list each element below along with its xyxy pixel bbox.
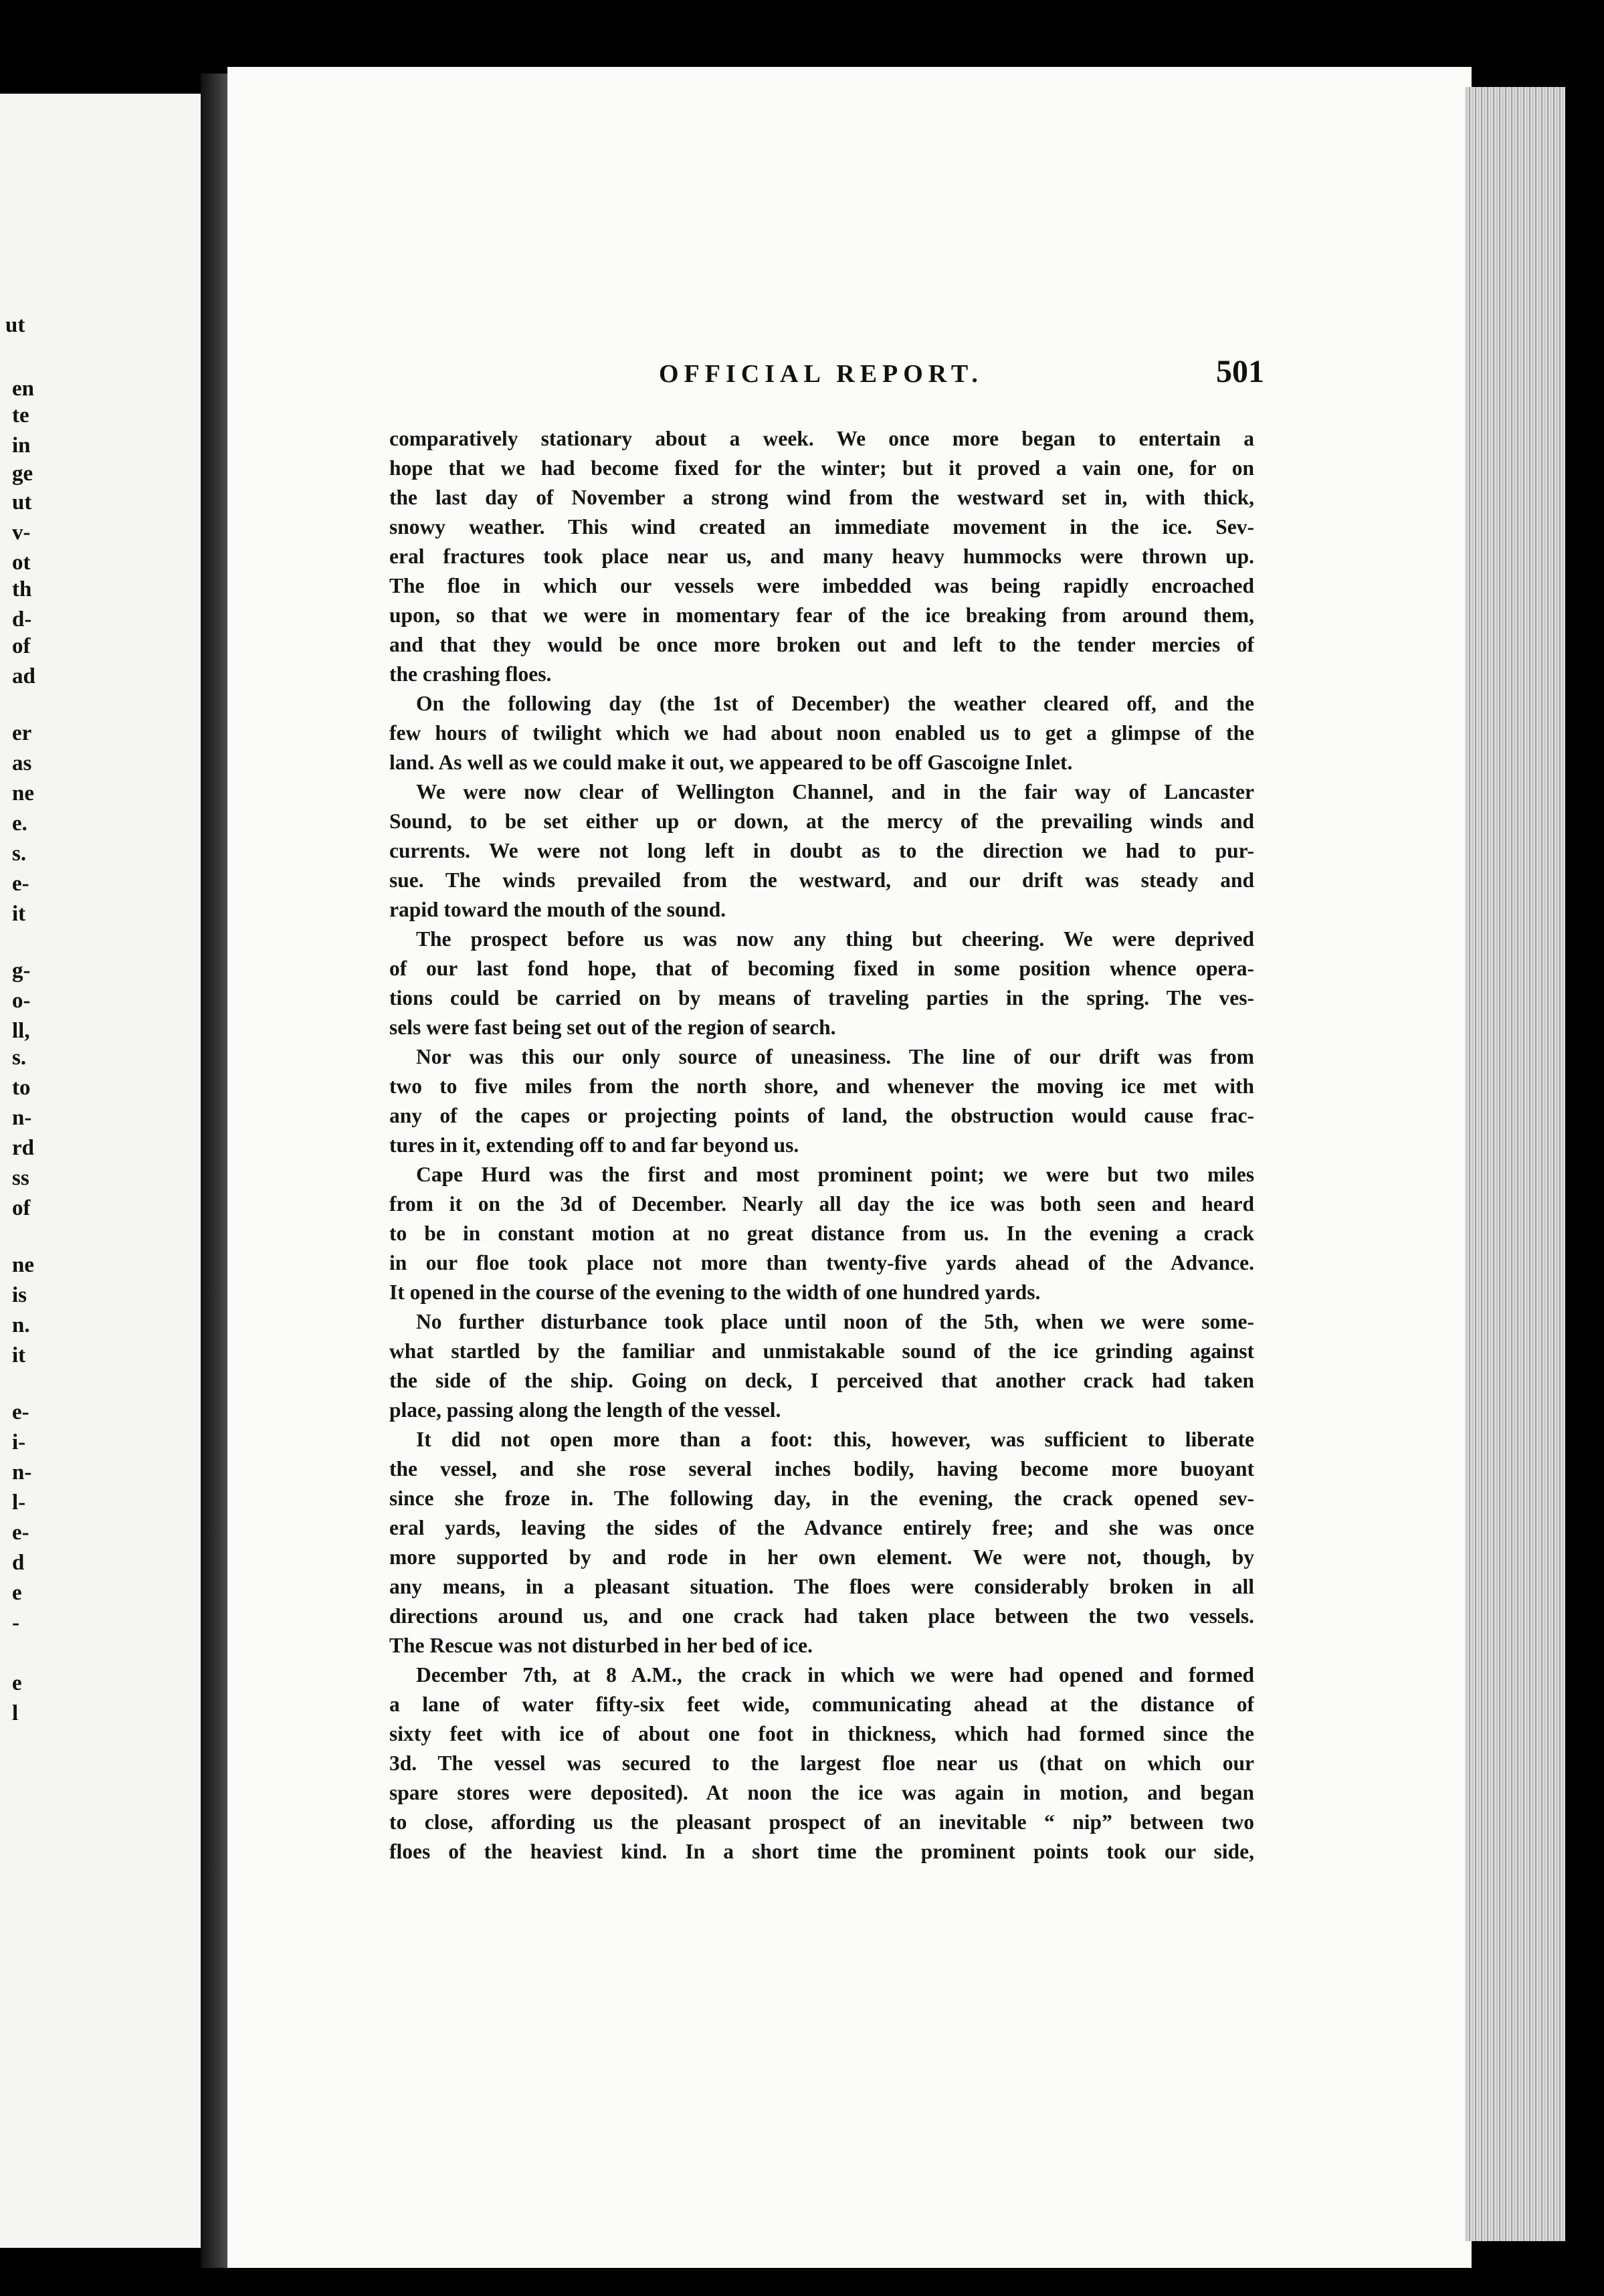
text-line: upon, so that we were in momentary fear of the ice breaking from around them, [389,603,1254,627]
facing-page-fragment: ne [12,781,34,805]
facing-page-fragment: v- [12,520,31,545]
page-edges [1465,87,1565,2241]
facing-page-fragment: ot [12,551,31,575]
facing-page-fragment: en [12,377,34,401]
facing-page-fragment: n- [12,1460,32,1485]
facing-page-fragment: d [12,1551,25,1575]
paragraph [389,1660,1254,1867]
facing-page-fragment: i- [12,1430,26,1454]
facing-page-fragment: ne [12,1253,34,1277]
book-gutter [201,74,231,2268]
text-line: few hours of twilight which we had about noon enabled us to get a glimpse of the [389,721,1254,745]
facing-page-fragment: ut [12,490,32,514]
paragraph [389,925,1254,1042]
text-line: It opened in the course of the evening to the width of one hundred yards. [389,1280,1041,1304]
text-line: On the following day (the 1st of December) the weather cleared off, and the [416,692,1254,715]
facing-page-edge [0,94,201,2248]
text-line: tures in it, extending off to and far beyond us. [389,1133,799,1157]
paragraph [389,1307,1254,1425]
text-line: It did not open more than a foot: this, however, was sufficient to liberate [416,1428,1254,1451]
facing-page-fragment: e. [12,811,27,836]
body-text [389,424,1254,2090]
paragraph [389,1042,1254,1160]
text-line: more supported by and rode in her own element. We were not, though, by [389,1545,1254,1569]
facing-page-fragment: n. [12,1313,30,1337]
text-line: of our last fond hope, that of becoming fixed in some position whence opera- [389,957,1254,980]
text-line: the last day of November a strong wind from the westward set in, with thick, [389,486,1254,509]
text-line: hope that we had become fixed for the winter; but it proved a vain one, for on [389,456,1254,480]
text-line: The Rescue was not disturbed in her bed of ice. [389,1634,813,1657]
text-line: Cape Hurd was the first and most prominent point; we were but two miles [416,1163,1254,1186]
facing-page-fragment: l- [12,1491,26,1515]
facing-page-fragment: g- [12,959,31,983]
paragraph [389,777,1254,925]
facing-page-fragment: n- [12,1106,32,1130]
text-line: what startled by the familiar and unmistakable sound of the ice grinding against [389,1339,1254,1363]
facing-page-fragment: it [12,902,26,926]
facing-page-fragment: ut [5,313,25,337]
text-line: the vessel, and she rose several inches bodily, having become more buoyant [389,1457,1254,1480]
facing-page-fragment: as [12,751,32,775]
text-line: directions around us, and one crack had taken place between the two vessels. [389,1604,1254,1628]
facing-page-fragment: in [12,434,31,458]
text-line: sixty feet with ice of about one foot in thickness, which had formed since the [389,1722,1254,1745]
text-line: any means, in a pleasant situation. The floes were considerably broken in all [389,1575,1254,1598]
facing-page-fragment: is [12,1283,27,1307]
facing-page-fragment: e- [12,1400,29,1424]
text-line: the side of the ship. Going on deck, I perceived that another crack had taken [389,1369,1254,1392]
paragraph [389,424,1254,689]
text-line: in our floe took place not more than twenty-five yards ahead of the Advance. [389,1251,1254,1274]
text-line: eral fractures took place near us, and many heavy hummocks were thrown up. [389,545,1254,568]
facing-page-fragment: l [12,1701,19,1725]
text-line: and that they would be once more broken out and left to the tender mercies of [389,633,1254,656]
text-line: place, passing along the length of the vessel. [389,1398,781,1422]
text-line: from it on the 3d of December. Nearly all day the ice was both seen and heard [389,1192,1254,1216]
facing-page-fragment: e [12,1581,22,1605]
facing-page-fragment: rd [12,1136,34,1160]
text-line: any of the capes or projecting points of land, the obstruction would cause frac- [389,1104,1254,1127]
facing-page-fragment: of [12,634,31,658]
text-line: land. As well as we could make it out, we appeared to be off Gascoigne Inlet. [389,751,1073,774]
text-line: a lane of water fifty-six feet wide, communicating ahead at the distance of [389,1693,1254,1716]
facing-page-fragment: te [12,403,29,427]
paragraph [389,1160,1254,1307]
text-line: sels were fast being set out of the region of search. [389,1016,836,1039]
facing-page-fragment: ss [12,1166,29,1190]
text-line: two to five miles from the north shore, and whenever the moving ice met with [389,1074,1254,1098]
text-line: eral yards, leaving the sides of the Advance entirely free; and she was once [389,1516,1254,1539]
text-line: 3d. The vessel was secured to the largest floe near us (that on which our [389,1751,1254,1775]
text-line: The prospect before us was now any thing but cheering. We were deprived [416,927,1254,951]
text-line: The floe in which our vessels were imbedded was being rapidly encroached [389,574,1254,597]
facing-page-fragment: s. [12,842,27,866]
text-line: snowy weather. This wind created an immediate movement in the ice. Sev- [389,515,1254,539]
text-line: comparatively stationary about a week. We once more began to entertain a [389,427,1254,450]
text-line: No further disturbance took place until noon of the 5th, when we were some- [416,1310,1254,1333]
text-line: rapid toward the mouth of the sound. [389,898,726,921]
facing-page-fragment: to [12,1076,31,1100]
facing-page-fragment: o- [12,989,31,1013]
facing-page-fragment: ll, [12,1019,30,1043]
text-line: tions could be carried on by means of traveling parties in the spring. The ves- [389,986,1254,1010]
facing-page-fragment: e [12,1671,22,1695]
facing-page-fragment: ge [12,462,33,486]
text-line: Sound, to be set either up or down, at the mercy of the prevailing winds and [389,809,1254,833]
facing-page-fragment: - [12,1611,19,1635]
text-line: We were now clear of Wellington Channel, and in the fair way of Lancaster [416,780,1254,803]
paragraph [389,1425,1254,1660]
text-line: currents. We were not long left in doubt as to the direction we had to pur- [389,839,1254,862]
text-line: spare stores were deposited). At noon the ice was again in motion, and began [389,1781,1254,1804]
facing-page-fragment: d- [12,607,32,632]
text-line: to be in constant motion at no great distance from us. In the evening a crack [389,1222,1254,1245]
facing-page-fragment: of [12,1196,31,1220]
facing-page-fragment: e- [12,872,29,896]
text-line: sue. The winds prevailed from the westward, and our drift was steady and [389,868,1254,892]
text-line: December 7th, at 8 A.M., the crack in which we were had opened and formed [416,1663,1254,1687]
page-number: 501 [1216,354,1264,389]
facing-page-fragment: th [12,577,32,601]
facing-page-fragment: it [12,1343,26,1367]
facing-page-fragment: e- [12,1521,29,1545]
facing-page-fragment: ad [12,664,35,688]
text-line: floes of the heaviest kind. In a short time the prominent points took our side, [389,1840,1254,1863]
facing-page-fragment: er [12,721,32,745]
paragraph [389,689,1254,777]
text-line: Nor was this our only source of uneasiness. The line of our drift was from [416,1045,1254,1068]
text-line: to close, affording us the pleasant prospect of an inevitable “ nip” between two [389,1810,1254,1834]
text-line: the crashing floes. [389,662,552,686]
running-head: OFFICIAL REPORT. [659,360,983,388]
text-line: since she froze in. The following day, in the evening, the crack opened sev- [389,1487,1254,1510]
facing-page-fragment: s. [12,1046,27,1070]
